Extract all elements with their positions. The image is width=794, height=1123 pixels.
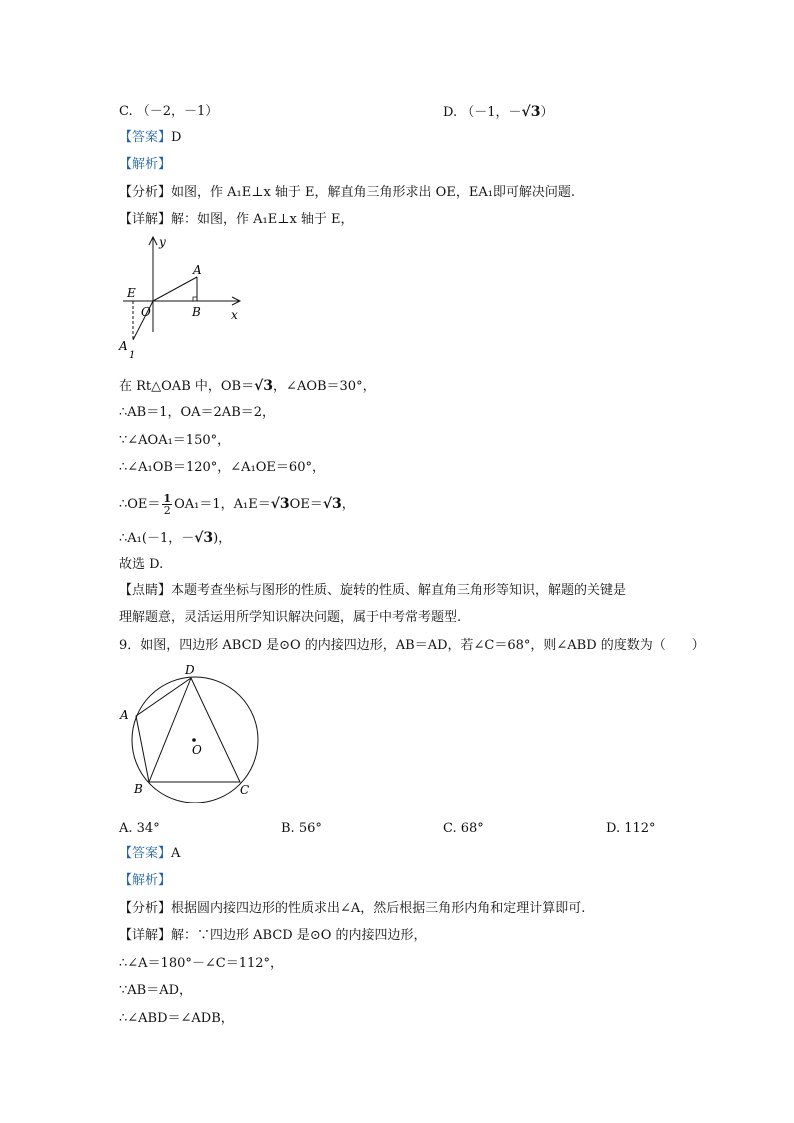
label-O: O (192, 743, 202, 757)
q8-xiangjie: 【详解】解：如图，作 A₁E⊥x 轴于 E， (119, 212, 354, 227)
q9-step3: ∴∠ABD＝∠ADB， (119, 1011, 234, 1026)
q9-option-a: A. 34° (119, 821, 160, 836)
label-A1: A (119, 339, 128, 353)
label-B: B (192, 305, 201, 319)
answer-tag: 【答案】 (119, 130, 172, 145)
fenxi-tag: 【分析】 (119, 185, 172, 200)
q8-coordinate-figure (115, 232, 250, 360)
fraction-one-half: $\frac{1}{2}$ (163, 492, 172, 517)
q8-fenxi: 【分析】如图，作 A₁E⊥x 轴于 E，解直角三角形求出 OE，EA₁即可解决问题. (119, 185, 576, 200)
q9-option-b: B. 56° (281, 821, 322, 836)
sqrt-3: √3 (194, 530, 214, 546)
q9-step2: ∵AB＝AD， (119, 983, 193, 998)
fenxi-tag: 【分析】 (119, 901, 172, 916)
label-A: A (193, 263, 202, 277)
q8-answer: 【答案】D (119, 130, 182, 145)
q8-dianjing: 【点睛】本题考查坐标与图形的性质、旋转的性质、解直角三角形等知识，解题的关键是 (119, 583, 627, 598)
label-x: x (231, 308, 238, 322)
q8-step7: 故选 D. (119, 557, 164, 572)
q9-option-d: D. 112° (606, 821, 656, 836)
q8-step3: ∵∠AOA₁＝150°， (119, 433, 231, 448)
q9-circle-figure (115, 660, 270, 803)
q8-dianjing-cont: 理解题意，灵活运用所学知识解决问题，属于中考常考题型. (119, 610, 462, 625)
label-B: B (134, 782, 143, 796)
q9-stem: 9．如图，四边形 ABCD 是⊙O 的内接四边形，AB＝AD，若∠C＝68°，则∠ABD 的度数为（ ） (119, 638, 705, 653)
q9-fenxi: 【分析】根据圆内接四边形的性质求出∠A，然后根据三角形内角和定理计算即可. (119, 901, 586, 916)
label-O: O (141, 305, 151, 319)
label-y: y (159, 235, 166, 249)
q8-step5: ∴OE＝ $\frac{1}{2}$ OA₁＝1，A₁E＝√3OE＝√3， (119, 492, 355, 517)
q9-option-c: C. 68° (443, 821, 484, 836)
label-C: C (240, 783, 250, 797)
sqrt-3: √3 (322, 496, 342, 512)
label-A1-sub: 1 (129, 350, 136, 360)
label-D: D (185, 663, 195, 677)
label-E: E (127, 286, 136, 300)
q8-step2: ∴AB＝1，OA＝2AB＝2， (119, 405, 276, 420)
q8-step6: ∴A₁(－1，－√3)， (119, 530, 232, 546)
q9-answer: 【答案】A (119, 846, 181, 861)
sqrt-3: √3 (254, 378, 274, 394)
q8-step1: 在 Rt△OAB 中，OB＝√3，∠AOB＝30°， (119, 378, 376, 394)
q9-step1: ∴∠A＝180°－∠C＝112°， (119, 956, 284, 971)
sqrt-3: √3 (521, 104, 541, 120)
q8-option-d: D. （－1，－√3） (443, 104, 554, 120)
q9-xiangjie: 【详解】解：∵四边形 ABCD 是⊙O 的内接四边形， (119, 928, 427, 943)
q8-analysis-tag: 【解析】 (119, 157, 172, 172)
sqrt-3: √3 (270, 496, 290, 512)
dianjing-tag: 【点睛】 (119, 583, 172, 598)
answer-tag: 【答案】 (119, 846, 172, 861)
q8-option-c: C. （－2，－1） (119, 104, 219, 119)
label-A: A (120, 708, 129, 722)
q8-step4: ∴∠A₁OB＝120°，∠A₁OE＝60°， (119, 460, 325, 475)
xiangjie-tag: 【详解】 (119, 212, 172, 227)
xiangjie-tag: 【详解】 (119, 928, 172, 943)
q9-analysis-tag: 【解析】 (119, 873, 172, 888)
